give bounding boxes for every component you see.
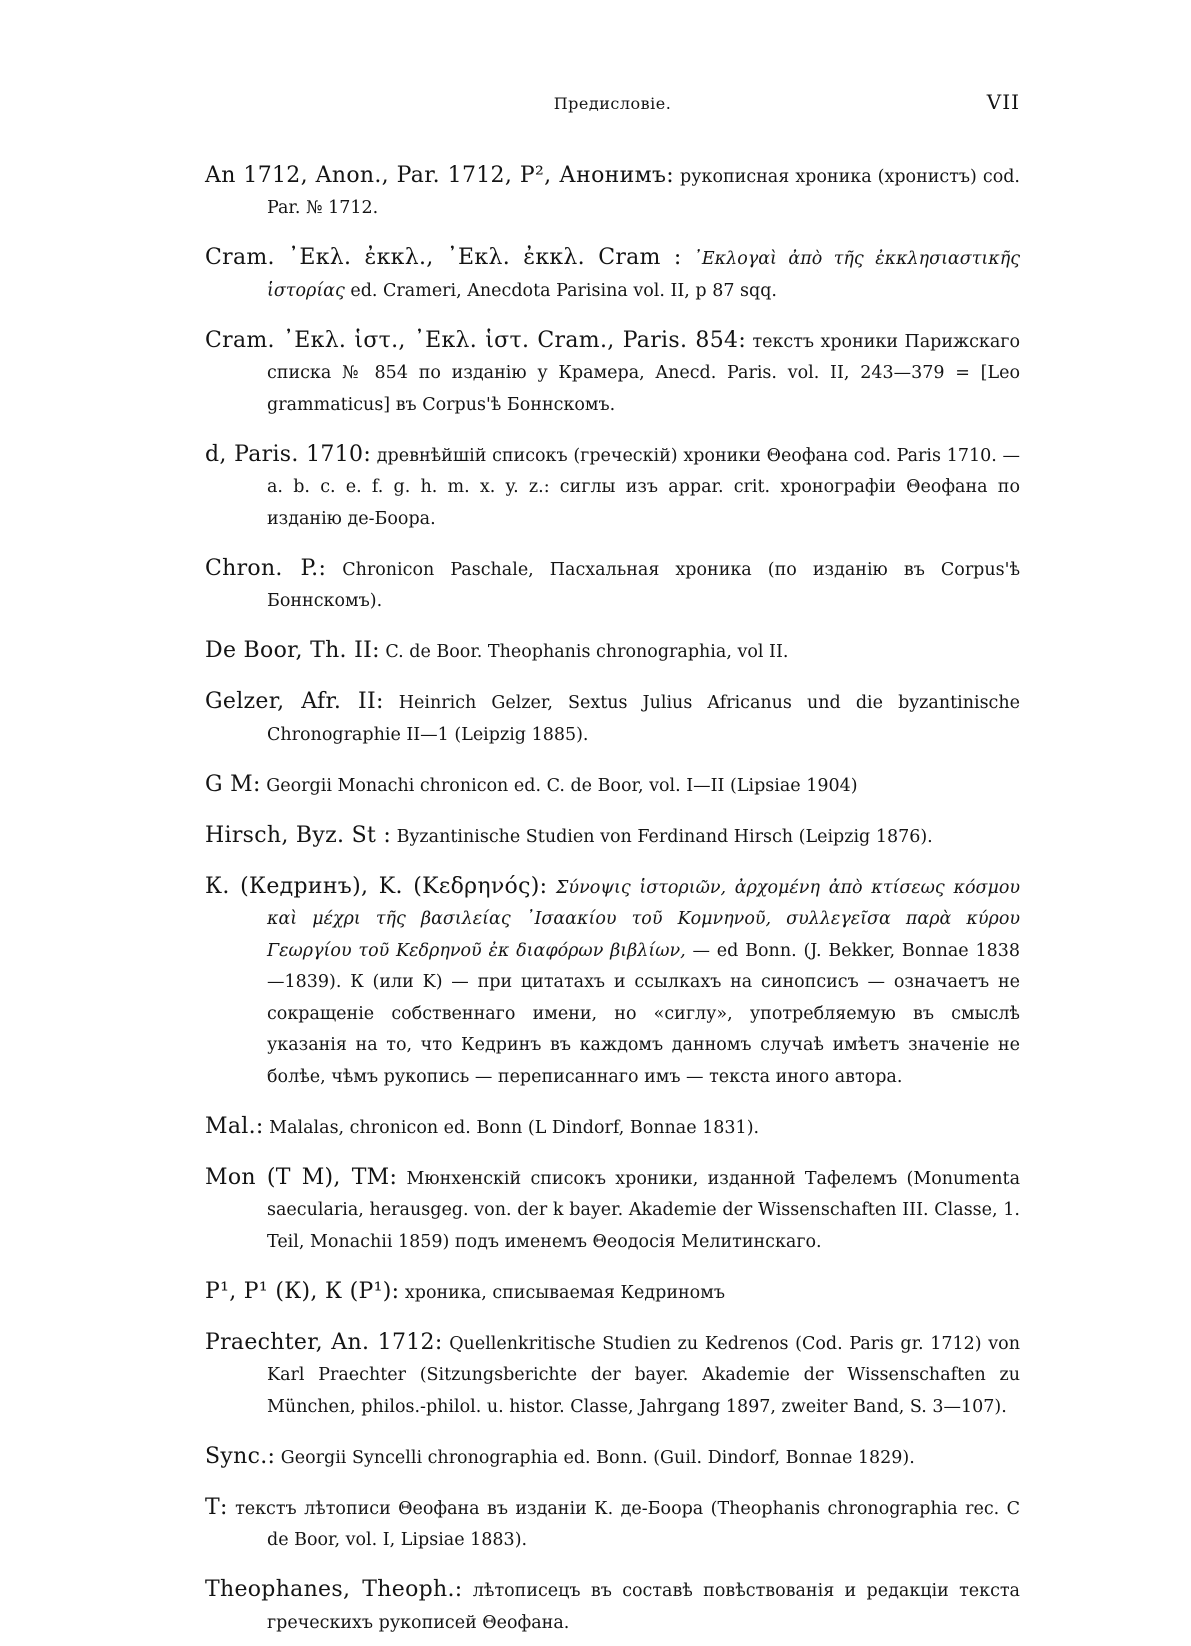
entry-key: Theophanes, Theoph.: bbox=[205, 1577, 463, 1602]
entry-key: Gelzer, Afr. II: bbox=[205, 689, 384, 714]
entry-key: Praechter, An. 1712: bbox=[205, 1329, 443, 1355]
entry-key: Chron. P.: bbox=[205, 555, 327, 581]
entry-key: G M: bbox=[205, 771, 261, 797]
entry-text: — ed Bonn. (J. Bekker, Bonnae 1838—1839). К (или K) — при цитатахъ и ссылкахъ на синопсисъ — означаетъ не сокращеніе собственнаго имени, но «сиглу», употребляемую въ смыслѣ указанія на то, что Кедринъ въ каждомъ данномъ случаѣ имѣетъ значеніе не болѣе, чѣмъ рукопись — переписаннаго имъ — текста иного автора. bbox=[267, 940, 1020, 1087]
entry-key: К. (Кедринъ), K. (Κεδρηνός): bbox=[205, 873, 548, 899]
entry-key: De Boor, Th. II: bbox=[205, 638, 380, 663]
entry-text: Georgii Syncelli chronographia ed. Bonn. (Guil. Dindorf, Bonnae 1829). bbox=[275, 1447, 915, 1468]
entry-text: текстъ лѣтописи Θеофана въ изданіи К. де-Боора (Theophanis chronographia rec. C de Boor, vol. I, Lipsiae 1883). bbox=[227, 1498, 1020, 1550]
entry-text: Quellenkritische Studien zu Kedrenos (Cod. Paris gr. 1712) von Karl Praechter (Sitzungsberichte der bayer. Akademie der Wissenschaften zu München, philos.-philol. u. histor. Classe, Jahrgang 1897, zweiter Band, S. 3—107). bbox=[267, 1333, 1020, 1417]
entry-text: древнѣйшій списокъ (греческій) хроники Θеофана cod. Paris 1710. — a. b. c. e. f. g. h. m. x. y. z.: сиглы изъ appar. crit. хронографіи Θеофана по изданію де-Боора. bbox=[267, 445, 1021, 529]
abbreviation-entry bbox=[205, 1327, 1020, 1424]
entry-text: хроника, списываемая Кедриномъ bbox=[399, 1282, 725, 1303]
abbreviation-entry bbox=[205, 1111, 1020, 1145]
entry-key: Mal.: bbox=[205, 1113, 264, 1139]
entry-text: C. de Boor. Theophanis chronographia, vol II. bbox=[379, 642, 789, 662]
abbreviation-entry bbox=[205, 242, 1020, 307]
entry-text: лѣтописецъ въ составѣ повѣствованія и редакціи текста греческихъ рукописей Θеофана. bbox=[267, 1581, 1020, 1633]
entry-key: P¹, P¹ (К), К (P¹): bbox=[205, 1278, 400, 1304]
abbreviation-entry bbox=[205, 1162, 1020, 1259]
abbreviation-list bbox=[205, 142, 1020, 1646]
page-number: VII bbox=[986, 90, 1020, 114]
running-title: Предисловіе. bbox=[553, 94, 672, 113]
entry-key: Cram. ᾿Εκλ. ἐκκλ., ᾿Εκλ. ἐκκλ. Cram : bbox=[205, 245, 682, 270]
abbreviation-entry bbox=[205, 553, 1020, 618]
entry-greek-title: Σύνοψις ἱστοριῶν, ἀρχομένη ἀπὸ κτίσεως κόσμου καὶ μέχρι τῆς βασιλείας ᾿Ισαακίου τοῦ Κομνηνοῦ, συλλεγεῖσα παρὰ κύρου Γεωργίου τοῦ Κεδρηνοῦ ἐκ διαφόρων βιβλίων, bbox=[267, 877, 1020, 961]
entry-greek-title: ᾿Εκλογαὶ ἀπὸ τῆς ἐκκλησιαστικῆς ἱστορίας bbox=[267, 249, 1020, 301]
entry-key: d, Paris. 1710: bbox=[205, 441, 372, 467]
entry-key: Sync.: bbox=[205, 1443, 276, 1469]
abbreviation-entry bbox=[205, 439, 1020, 536]
entry-text: Georgii Monachi chronicon ed. C. de Boor, vol. I—II (Lipsiae 1904) bbox=[260, 775, 858, 796]
entry-key: Т: bbox=[205, 1494, 228, 1520]
entry-text: ed. Crameri, Anecdota Parisina vol. II, p 87 sqq. bbox=[344, 280, 777, 301]
running-head bbox=[205, 90, 1020, 120]
entry-key: An 1712, Anon., Par. 1712, P², Анонимъ: bbox=[205, 162, 675, 188]
entry-key: Cram. ᾿Εκλ. ἱστ., ᾿Εκλ. ἱστ. Cram., Paris. 854: bbox=[205, 327, 747, 353]
abbreviation-entry bbox=[205, 1441, 1020, 1475]
entry-key: Mon (Т М), ТМ: bbox=[205, 1164, 398, 1190]
entry-text: текстъ хроники Парижскаго списка № 854 по изданію у Крамера, Anecd. Paris. vol. II, 243—379 = [Leo grammaticus] въ Corpus'ѣ Боннскомъ. bbox=[267, 331, 1020, 415]
entry-text: Chronicon Paschale, Пасхальная хроника (по изданію въ Corpus'ѣ Боннскомъ). bbox=[267, 559, 1021, 611]
abbreviation-entry bbox=[205, 1492, 1020, 1557]
entry-text: Byzantinische Studien von Ferdinand Hirsch (Leipzig 1876). bbox=[391, 826, 933, 847]
entry-text: рукописная хроника (хронистъ) cod. Par. № 1712. bbox=[267, 166, 1020, 218]
abbreviation-entry bbox=[205, 635, 1020, 669]
abbreviation-entry bbox=[205, 325, 1020, 422]
abbreviation-entry bbox=[205, 160, 1020, 225]
abbreviation-entry bbox=[205, 1574, 1020, 1639]
entry-text: Malalas, chronicon ed. Bonn (L Dindorf, Bonnae 1831). bbox=[263, 1117, 760, 1138]
entry-text: Heinrich Gelzer, Sextus Julius Africanus und die byzantinische Chronographie II—1 (Leipzig 1885). bbox=[267, 693, 1020, 745]
abbreviation-entry bbox=[205, 686, 1020, 751]
abbreviation-entry bbox=[205, 871, 1020, 1094]
abbreviation-entry bbox=[205, 1276, 1020, 1310]
entry-text: Мюнхенскій списокъ хроники, изданной Тафелемъ (Monumenta saecularia, herausgeg. von. der k bayer. Akademie der Wissenschaften III. Classe, 1. Teil, Monachii 1859) подъ именемъ Θеодосія Мелитинскаго. bbox=[267, 1168, 1021, 1252]
abbreviation-entry bbox=[205, 769, 1020, 803]
entry-key: Hirsch, Byz. St : bbox=[205, 822, 392, 848]
abbreviation-entry bbox=[205, 820, 1020, 854]
